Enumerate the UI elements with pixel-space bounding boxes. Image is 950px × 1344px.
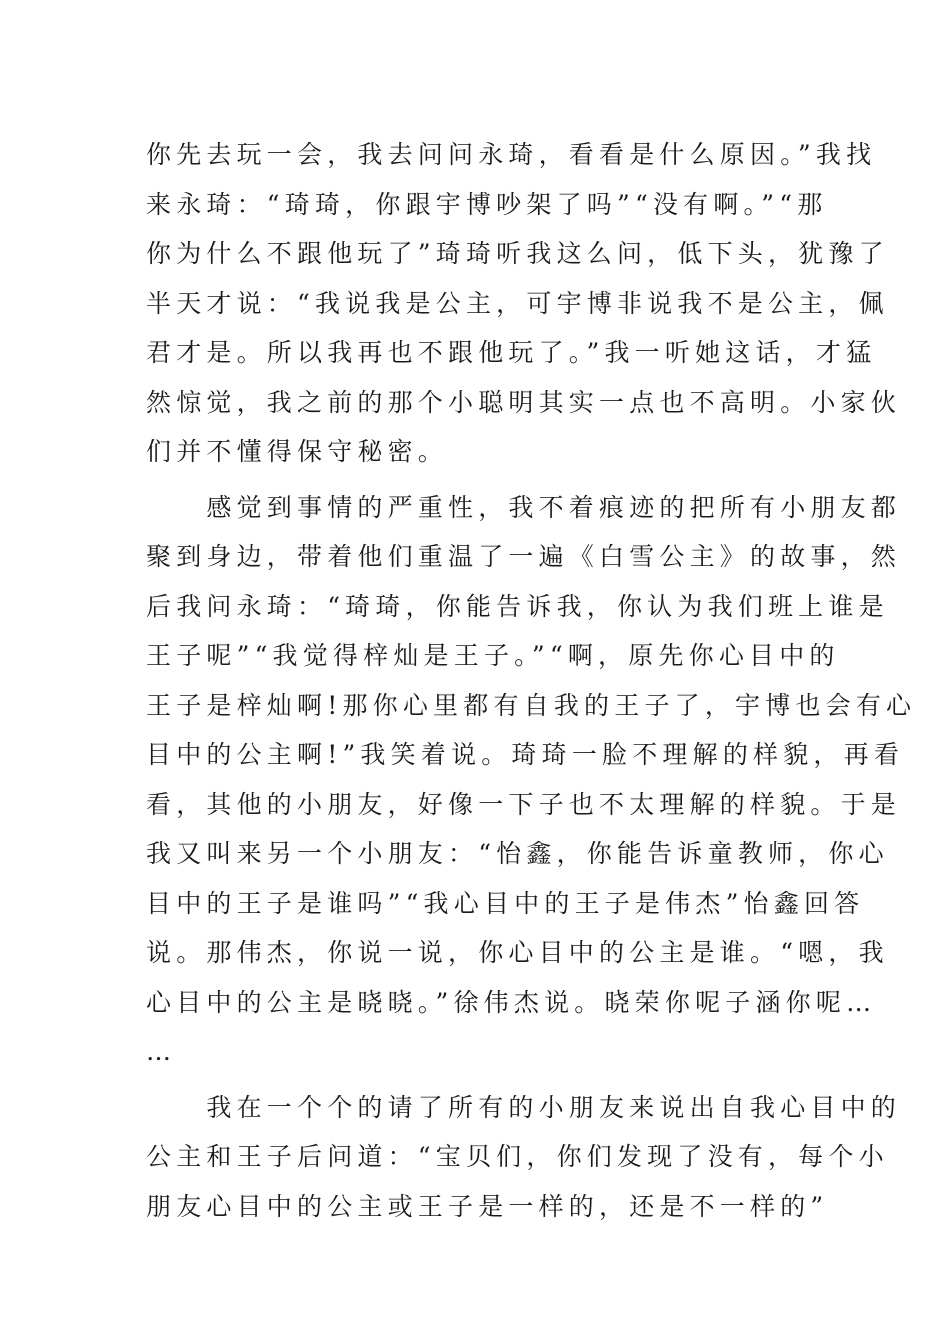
text-line: 你先去玩一会，我去问问永琦，看看是什么原因。”我找 bbox=[146, 140, 877, 169]
text-line: 公主和王子后问道：“宝贝们，你们发现了没有，每个小 bbox=[146, 1142, 889, 1171]
text-line: 王子呢”“我觉得梓灿是王子。”“啊，原先你心目中的 bbox=[146, 641, 840, 670]
text-line: 朋友心目中的公主或王子是一样的，还是不一样的” bbox=[146, 1191, 829, 1221]
text-line: 我又叫来另一个小朋友：“怡鑫，你能告诉童教师，你心 bbox=[146, 839, 889, 868]
text-line: 目中的王子是谁吗”“我心目中的王子是伟杰”怡鑫回答 bbox=[146, 888, 865, 918]
text-line: 聚到身边，带着他们重温了一遍《白雪公主》的故事，然 bbox=[146, 542, 902, 571]
text-line: 王子是梓灿啊!那你心里都有自我的王子了，宇博也会有心 bbox=[146, 690, 917, 720]
text-line: 然惊觉，我之前的那个小聪明其实一点也不高明。小家伙 bbox=[146, 387, 902, 417]
text-line: 看，其他的小朋友，好像一下子也不太理解的样貌。于是 bbox=[146, 789, 902, 819]
text-line: 心目中的公主是晓晓。”徐伟杰说。晓荣你呢子涵你呢… bbox=[146, 987, 877, 1017]
text-line: 们并不懂得保守秘密。 bbox=[146, 437, 449, 466]
text-line: 说。那伟杰，你说一说，你心目中的公主是谁。“嗯，我 bbox=[146, 938, 889, 967]
text-line: 你为什么不跟他玩了”琦琦听我这么问，低下头，犹豫了 bbox=[146, 239, 889, 268]
text-line: 后我问永琦：“琦琦，你能告诉我，你认为我们班上谁是 bbox=[146, 591, 889, 621]
text-line: 君才是。所以我再也不跟他玩了。”我一听她这话，才猛 bbox=[146, 338, 877, 367]
text-line: 来永琦：“琦琦，你跟宇博吵架了吗”“没有啊。”“那 bbox=[146, 189, 828, 219]
paragraph-3 bbox=[146, 1083, 902, 1232]
body-text bbox=[146, 130, 917, 1231]
text-line: 半天才说：“我说我是公主，可宇博非说我不是公主，佩 bbox=[146, 288, 889, 318]
paragraph-1 bbox=[146, 130, 902, 477]
paragraph-2 bbox=[146, 483, 917, 1077]
text-line: 我在一个个的请了所有的小朋友来说出自我心目中的 bbox=[146, 1092, 902, 1122]
text-line: … bbox=[146, 1037, 177, 1066]
text-line: 目中的公主啊!”我笑着说。琦琦一脸不理解的样貌，再看 bbox=[146, 740, 905, 769]
text-line: 感觉到事情的严重性，我不着痕迹的把所有小朋友都 bbox=[146, 492, 902, 522]
